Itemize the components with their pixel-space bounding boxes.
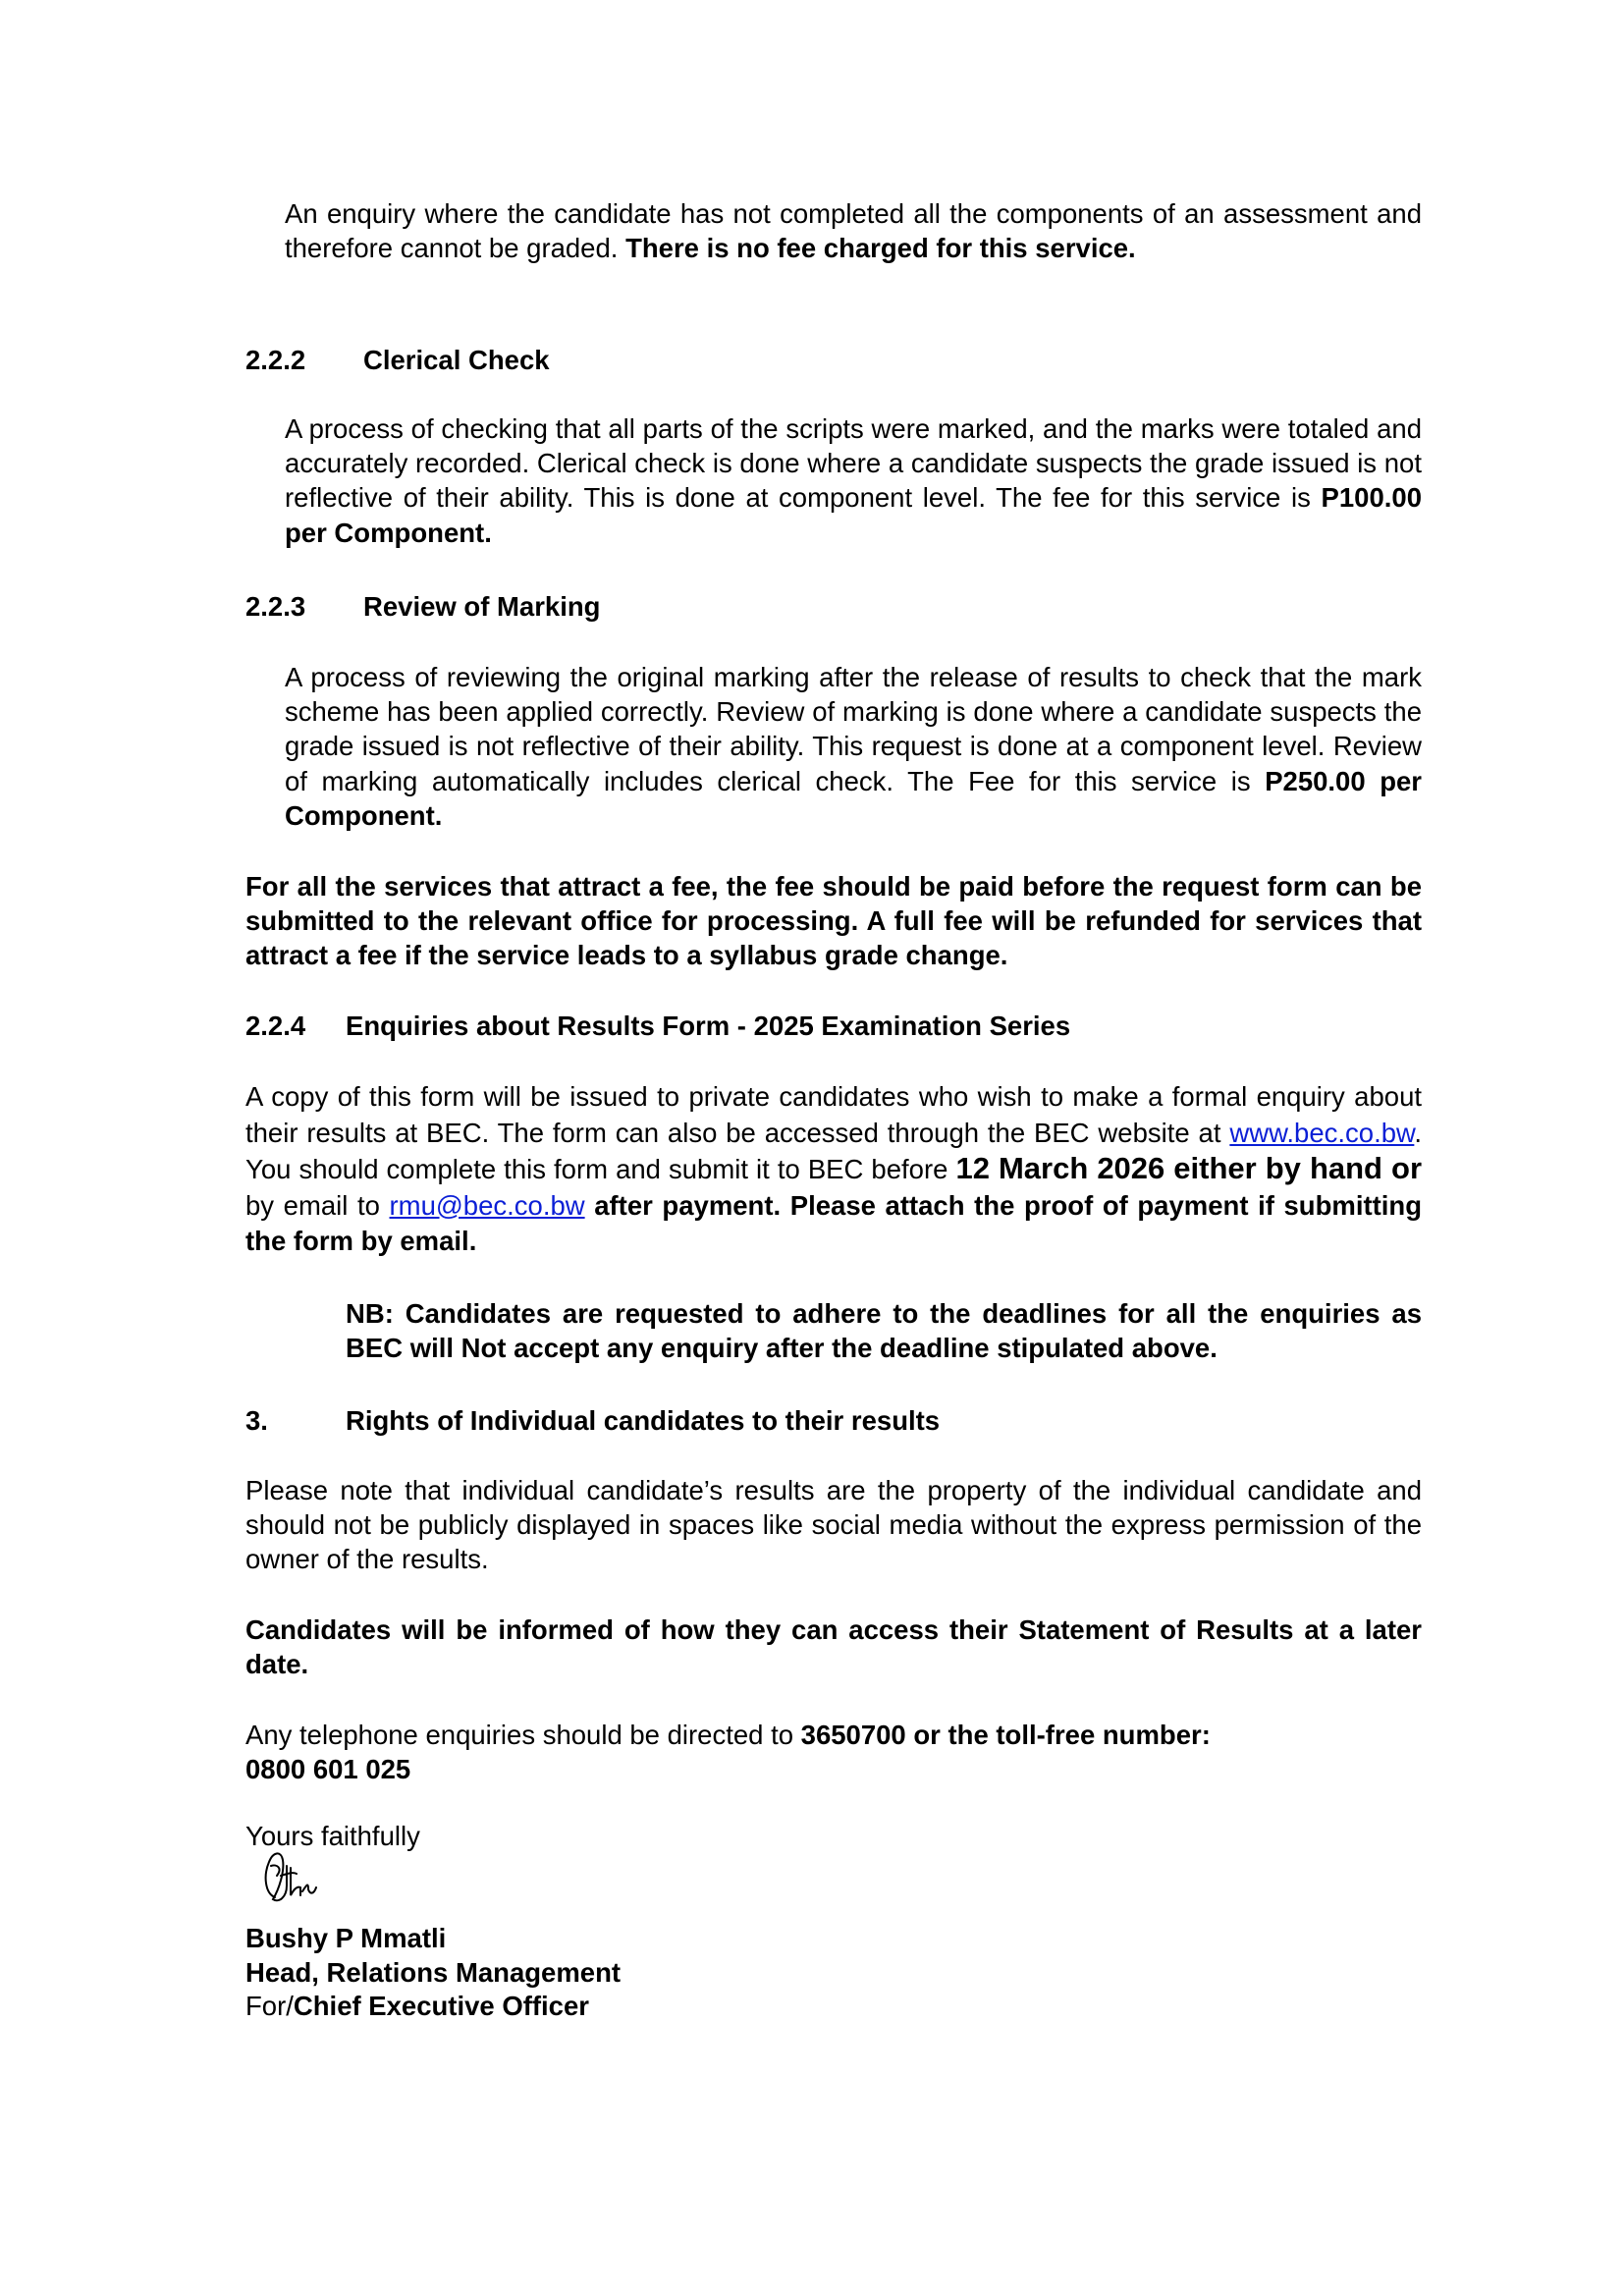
enquiry-form-paragraph	[245, 1079, 1422, 1260]
for-prefix: For/	[245, 1991, 294, 2021]
intro-paragraph	[285, 196, 1422, 265]
signatory-position: Head, Relations Management	[245, 1956, 622, 1988]
intro-text: An enquiry where the candidate has not completed all the components of an assessment and therefore cannot be graded.	[285, 198, 1422, 264]
statement-of-results-notice: Candidates will be informed of how they can access their Statement of Results at a later date.	[245, 1614, 1422, 1680]
telephone-number: 3650700 or the toll-free number:	[800, 1720, 1211, 1750]
review-of-marking-paragraph	[285, 660, 1422, 833]
enquiry-form-text: A copy of this form will be issued to private candidates who wish to make a formal enquiry about their results at BEC. The form can also be accessed through the BEC website at	[245, 1081, 1422, 1148]
section-heading-2-2-2	[245, 343, 550, 377]
section-number: 2.2.4	[245, 1011, 306, 1041]
no-fee-notice: There is no fee charged for this service.	[625, 233, 1136, 264]
for-title: Chief Executive Officer	[293, 1991, 589, 2021]
section-heading-3	[245, 1403, 940, 1438]
submit-instruction-text: . You should complete this form and submit it to BEC before	[245, 1117, 1422, 1184]
telephone-enquiries-paragraph	[245, 1718, 1422, 1786]
review-of-marking-fee: P250.00 per Component.	[285, 765, 1423, 831]
review-of-marking-text: A process of reviewing the original marking after the release of results to check that the mark scheme has been applied correctly. Review of marking is done where a candidate suspects the grade issued is not reflective of their ability. This request is done at a component level. Review of marking automatically includes clerical check. The Fee for this service is	[285, 662, 1422, 796]
website-link[interactable]: www.bec.co.bw	[1229, 1117, 1415, 1148]
section-title: Enquiries about Results Form - 2025 Examination Series	[346, 1011, 1071, 1041]
salutation: Yours faithfully	[245, 1821, 420, 1851]
rights-paragraph: Please note that individual candidate’s results are the property of the individual candidate and should not be publicly displayed in spaces like social media without the express permission of the owner of the results.	[245, 1475, 1422, 1575]
clerical-check-paragraph	[285, 411, 1422, 550]
section-title: Rights of Individual candidates to their results	[346, 1405, 941, 1436]
deadline-text: 12 March 2026 either by hand or	[955, 1151, 1423, 1185]
section-number: 2.2.2	[245, 345, 306, 375]
section-number: 2.2.3	[245, 591, 306, 622]
signature-icon	[257, 1846, 326, 1907]
section-heading-2-2-4	[245, 1009, 1070, 1043]
email-instruction-text: by email to	[245, 1189, 380, 1221]
section-heading-2-2-3	[245, 589, 600, 624]
section-title: Clerical Check	[363, 345, 550, 375]
telephone-text: Any telephone enquiries should be directed to	[245, 1720, 794, 1750]
toll-free-number: 0800 601 025	[245, 1754, 411, 1785]
payment-proof-notice: after payment. Please attach the proof of payment if submitting the form by email.	[245, 1189, 1423, 1256]
fee-notice-paragraph: For all the services that attract a fee, the fee should be paid before the request form can be submitted to the relevant office for processing. A full fee will be refunded for services that attract a fee if the service leads to a syllabus grade change.	[245, 871, 1422, 971]
signatory-block	[245, 1922, 1422, 2024]
email-link[interactable]: rmu@bec.co.bw	[389, 1189, 585, 1221]
signatory-name: Bushy P Mmatli	[245, 1923, 447, 1953]
section-number: 3.	[245, 1405, 268, 1436]
nb-note: NB: Candidates are requested to adhere to the deadlines for all the enquiries as BEC will Not accept any enquiry after the deadline stipulated above.	[346, 1298, 1422, 1364]
section-title: Review of Marking	[363, 591, 601, 622]
clerical-check-fee: P100.00 per Component.	[285, 482, 1422, 548]
clerical-check-text: A process of checking that all parts of the scripts were marked, and the marks were totaled and accurately recorded. Clerical check is done where a candidate suspects the grade issued is not reflective of their ability. This is done at component level. The fee for this service is	[285, 413, 1422, 514]
signatory-for-line	[245, 1990, 1422, 2024]
